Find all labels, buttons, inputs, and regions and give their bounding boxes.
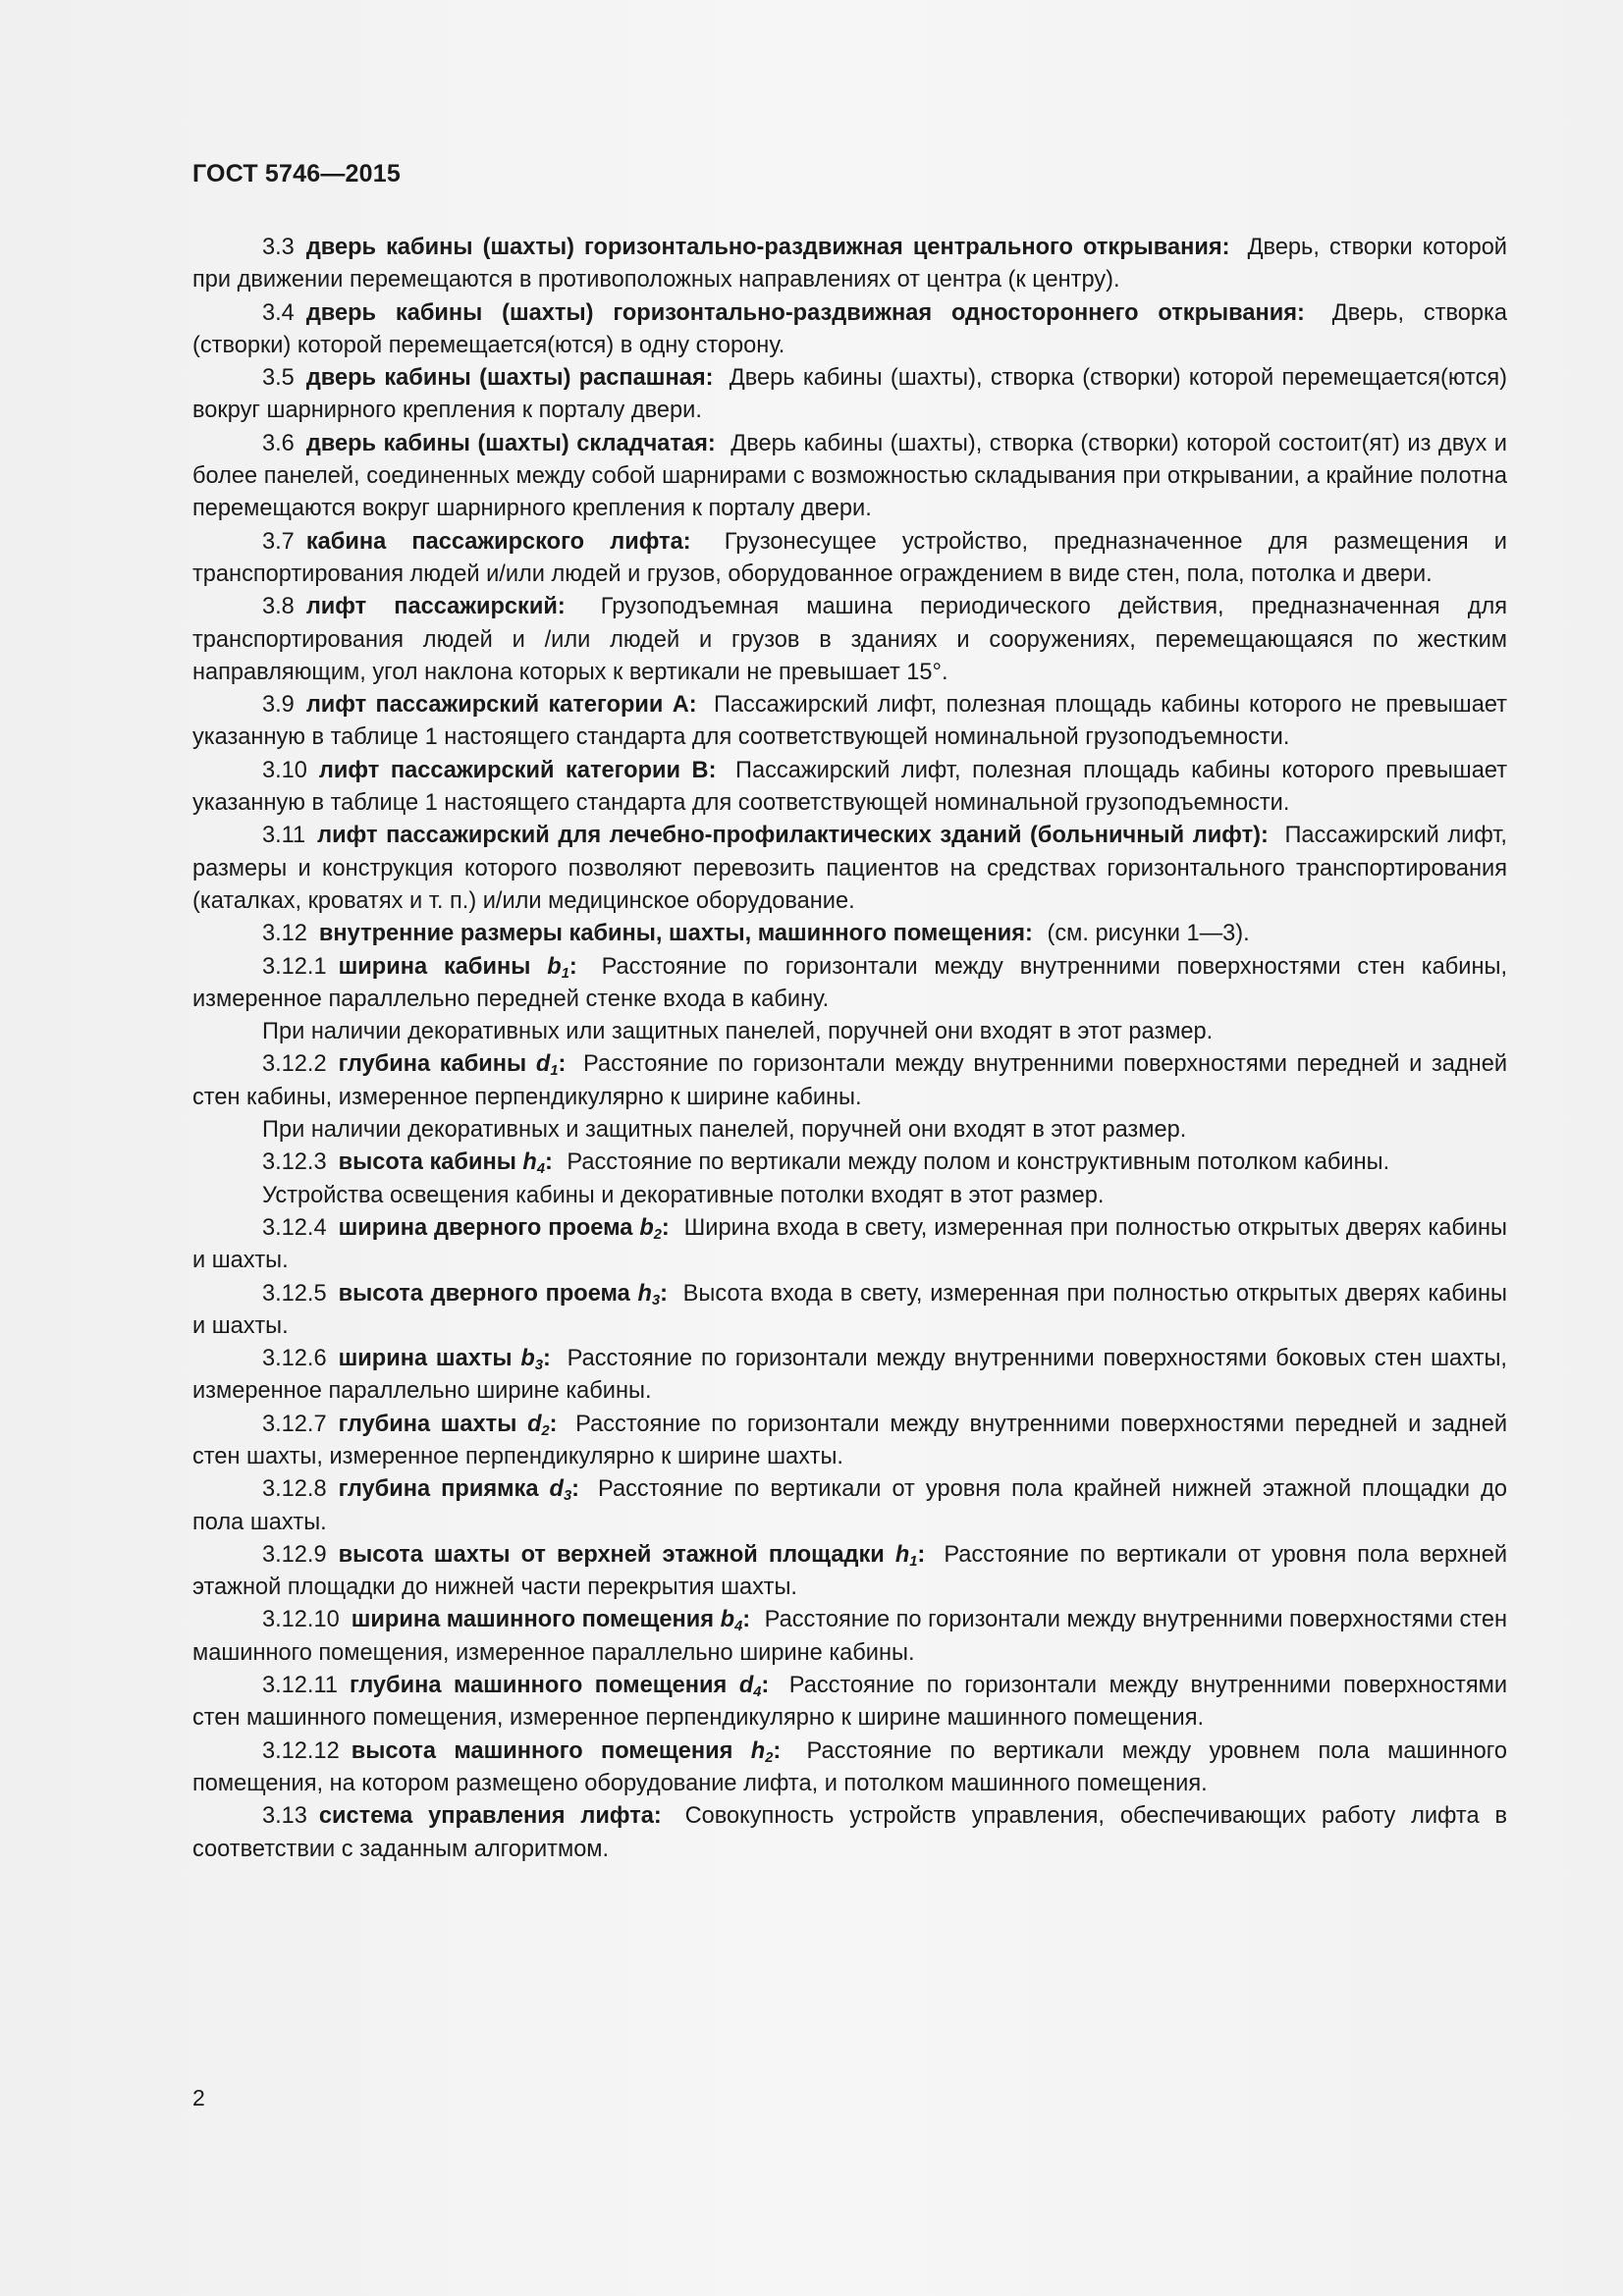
term-symbol: $h_2$ [750,1737,774,1766]
clause-number: 3.5 [262,365,295,392]
definition-paragraph [192,755,1507,821]
clause-number: 3.12.5 [262,1280,327,1307]
definition-paragraph [192,820,1507,918]
symbol-index: 1 [909,1553,918,1570]
definition-paragraph [192,951,1507,1017]
definition-text: Расстояние по вертикали между полом и конструктивным потолком кабины. [560,1149,1390,1176]
symbol-index: 4 [536,1161,545,1178]
term-name: высота кабины $h_4$: [338,1149,553,1178]
clause-number: 3.6 [262,430,295,456]
definition-paragraph [192,1343,1507,1409]
definition-paragraph [192,297,1507,363]
note-paragraph: При наличии декоративных или защитных панелей, поручней они входят в этот размер. [262,1019,1214,1045]
symbol-index: 3 [651,1292,661,1308]
term-name: ширина машинного помещения $b_4$: [351,1607,751,1635]
definition-text: Грузоподъемная машина периодического действия, предназначенная для транспортирования людей и /или людей и грузов в зданиях и сооружениях, перемещающаяся по жестким направляющим, угол наклона которых к вертикали не превышает 15°. [192,594,1508,685]
definition-text: Дверь, створка (створки) которой перемещается(ются) в одну сторону. [192,299,1507,358]
definition-text: Расстояние по горизонтали между внутренними поверхностями стен машинного помещения, измеренное параллельно ширине кабины. [192,1607,1507,1666]
term-name: дверь кабины (шахты) складчатая: [305,430,716,456]
clause-number: 3.12.6 [262,1346,327,1372]
symbol-index: 2 [653,1227,662,1243]
term-symbol: $h_1$ [894,1541,918,1570]
symbol-index: 1 [550,1063,559,1080]
term-name: система управления лифта: [318,1803,662,1830]
term-name: дверь кабины (шахты) распашная: [305,365,714,392]
symbol-index: 3 [563,1488,572,1505]
term-name: высота шахты от верхней этажной площадки $h_1$: [338,1541,926,1570]
document-body [192,232,1507,1866]
definition-paragraph [192,1473,1507,1539]
term-symbol: $d_3$ [549,1476,572,1505]
clause-number: 3.12.2 [262,1051,327,1078]
definition-text: Расстояние по горизонтали между внутренними поверхностями стен кабины, измеренное параллельно передней стенке входа в кабину. [192,953,1507,1012]
term-symbol: $b_3$ [520,1346,543,1374]
term-name: лифт пассажирский категории В: [318,757,717,783]
term-name: лифт пассажирский категории А: [305,692,697,719]
symbol-index: 2 [541,1422,550,1439]
term-name: ширина шахты $b_3$: [338,1346,551,1374]
definition-paragraph [192,1539,1507,1605]
definition-text: Расстояние по горизонтали между внутренними поверхностями передней и задней стен шахты, измеренное перпендикулярно к ширине шахты. [192,1411,1508,1469]
term-symbol: $h_3$ [637,1280,661,1308]
clause-number: 3.12.12 [262,1737,340,1764]
definition-paragraph [192,1212,1507,1278]
term-symbol: $b_2$ [639,1214,662,1243]
definition-text: Расстояние по горизонтали между внутренними поверхностями боковых стен шахты, измеренное параллельно ширине кабины. [192,1346,1507,1405]
term-name: кабина пассажирского лифта: [305,528,691,555]
definition-paragraph [192,1409,1507,1474]
term-name: глубина шахты $d_2$: [338,1411,558,1439]
symbol-index: 3 [534,1358,543,1374]
clause-number: 3.3 [262,235,295,260]
clause-number: 3.9 [262,692,295,719]
document-header: ГОСТ 5746—2015 [192,160,401,187]
clause-number: 3.13 [262,1803,307,1830]
definition-text: (см. рисунки 1—3). [1040,921,1250,947]
clause-number: 3.8 [262,594,295,620]
term-name: дверь кабины (шахты) горизонтально-раздвижная центрального открывания: [305,235,1230,260]
symbol-index: 2 [765,1749,774,1766]
term-symbol: $d_2$ [527,1411,550,1439]
definition-text: Дверь, створки которой при движении перемещаются в противоположных направлениях от центра (к центру). [192,235,1507,294]
definition-text: Пассажирский лифт, размеры и конструкция которого позволяют перевозить пациентов на средствах горизонтального транспортирования (каталках, кроватях и т. п.) и/или медицинское оборудование. [192,823,1507,914]
clause-number: 3.12.7 [262,1411,327,1437]
definition-paragraph [192,1670,1507,1735]
term-symbol: $d_1$ [535,1051,559,1080]
clause-number: 3.12.11 [262,1673,338,1699]
term-name: лифт пассажирский: [305,594,566,620]
definition-text: Расстояние по вертикали от уровня пола верхней этажной площадки до нижней части перекрытия шахты. [192,1541,1508,1601]
definition-paragraph [192,1800,1507,1866]
definition-text: Расстояние по горизонтали между внутренними поверхностями стен машинного помещения, измеренное перпендикулярно к ширине машинного помещения. [192,1673,1507,1732]
definition-paragraph [192,1735,1507,1801]
term-name: внутренние размеры кабины, шахты, машинного помещения: [318,921,1033,947]
clause-number: 3.12.10 [262,1607,340,1633]
definition-paragraph [192,232,1507,297]
term-name: дверь кабины (шахты) горизонтально-раздвижная одностороннего открывания: [305,299,1305,326]
definition-text: Дверь кабины (шахты), створка (створки) которой состоит(ят) из двух и более панелей, соединенных между собой шарнирами с возможностью складывания при открывании, а крайние полотна перемещаются вокруг шарнирного крепления к порталу двери. [192,430,1507,522]
clause-number: 3.10 [262,757,307,783]
clause-number: 3.11 [262,823,306,849]
definition-paragraph [192,362,1507,428]
note-paragraph: Устройства освещения кабины и декоративные потолки входят в этот размер. [262,1182,1105,1208]
definition-text: Грузонесущее устройство, предназначенное для размещения и транспортирования людей и/или людей и грузов, оборудованное ограждением в виде стен, пола, потолка и двери. [192,528,1507,587]
clause-number: 3.12.3 [262,1149,327,1176]
term-symbol: $h_4$ [522,1149,545,1178]
definition-text: Расстояние по вертикали между уровнем пола машинного помещения, на котором размещено оборудование лифта, и потолком машинного помещения. [192,1737,1507,1796]
clause-number: 3.4 [262,299,295,326]
clause-number: 3.12.9 [262,1541,327,1568]
definition-paragraph [192,591,1507,689]
definition-paragraph [192,918,1507,950]
symbol-index: 4 [734,1619,743,1635]
symbol-index: 1 [561,965,569,982]
definition-paragraph [192,1147,1507,1179]
definition-paragraph [192,526,1507,592]
definition-text: Дверь кабины (шахты), створка (створки) которой перемещается(ются) вокруг шарнирного крепления к порталу двери. [192,365,1507,424]
term-name: лифт пассажирский для лечебно-профилактических зданий (больничный лифт): [317,823,1269,849]
term-name: глубина кабины $d_1$: [338,1051,567,1080]
clause-number: 3.12.4 [262,1214,327,1241]
clause-number: 3.12.1 [262,953,327,980]
definition-text: Совокупность устройств управления, обеспечивающих работу лифта в соответствии с заданным алгоритмом. [192,1803,1507,1862]
term-name: ширина дверного проема $b_2$: [338,1214,670,1243]
clause-number: 3.7 [262,528,295,555]
definition-paragraph [192,428,1507,526]
definition-text: Расстояние по вертикали от уровня пола крайней нижней этажной площадки до пола шахты. [192,1476,1507,1535]
definition-text: Высота входа в свету, измеренная при полностью открытых дверях кабины и шахты. [192,1280,1507,1339]
clause-number: 3.12 [262,921,307,947]
definition-text: Расстояние по горизонтали между внутренними поверхностями передней и задней стен кабины, измеренное перпендикулярно к ширине кабины. [192,1051,1508,1110]
symbol-index: 4 [753,1684,762,1701]
clause-number: 3.12.8 [262,1476,327,1503]
definition-paragraph [192,1604,1507,1670]
definition-text: Пассажирский лифт, полезная площадь кабины которого превышает указанную в таблице 1 настоящего стандарта для соответствующей номинальной грузоподъемности. [192,757,1507,817]
term-name: высота дверного проема $h_3$: [338,1280,668,1308]
note-paragraph: При наличии декоративных и защитных панелей, поручней они входят в этот размер. [262,1117,1187,1144]
term-symbol: $b_1$ [547,953,569,982]
term-symbol: $b_4$ [720,1607,743,1635]
term-symbol: $d_4$ [738,1673,762,1701]
term-name: глубина машинного помещения $d_4$: [349,1673,770,1701]
term-name: высота машинного помещения $h_2$: [351,1737,782,1766]
term-name: ширина кабины $b_1$: [338,953,577,982]
definition-text: Ширина входа в свету, измеренная при полностью открытых дверях кабины и шахты. [192,1214,1507,1274]
definition-paragraph [192,1278,1507,1344]
page-number: 2 [192,2085,205,2110]
term-name: глубина приямка $d_3$: [338,1476,579,1505]
definition-paragraph [192,1048,1507,1114]
definition-paragraph [192,689,1507,755]
definition-text: Пассажирский лифт, полезная площадь кабины которого не превышает указанную в таблице 1 настоящего стандарта для соответствующей номинальной грузоподъемности. [192,692,1507,751]
